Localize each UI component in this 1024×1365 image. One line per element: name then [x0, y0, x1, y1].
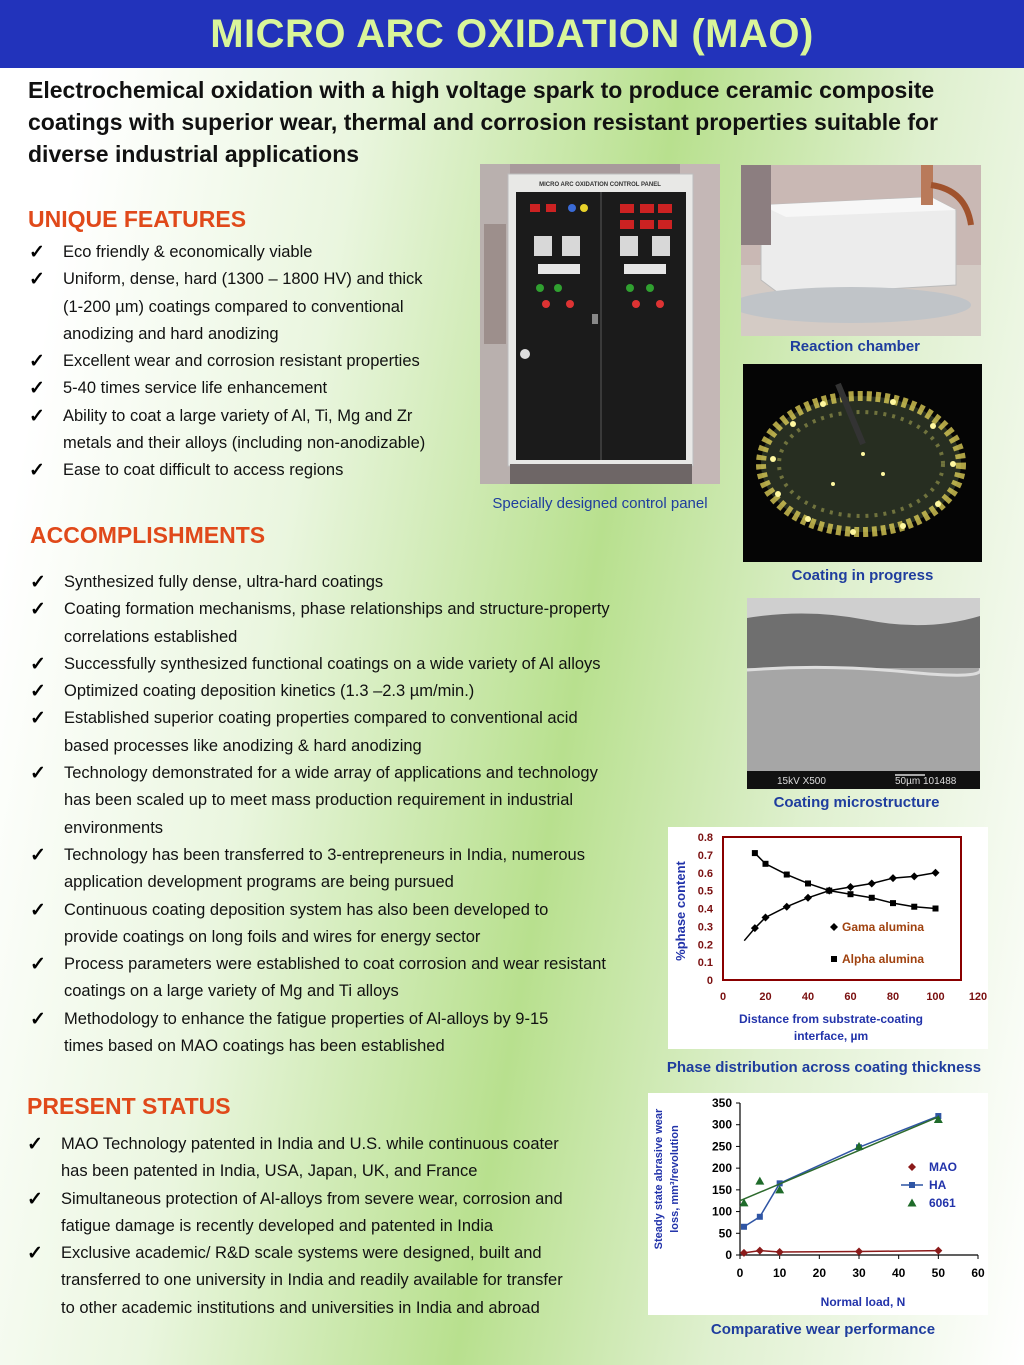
list-item-text: Methodology to enhance the fatigue properties of Al-alloys by 9-15 — [64, 1009, 549, 1028]
y-tick-label: 0.7 — [697, 849, 713, 862]
list-item-text: fatigue damage is recently developed and patented in India — [61, 1216, 494, 1235]
data-point — [911, 904, 917, 910]
x-tick-label: 80 — [886, 991, 900, 1003]
list-item-text: Established superior coating properties compared to conventional acid — [64, 709, 578, 728]
list-item-text: to other academic institutions and universities in India and abroad — [61, 1298, 540, 1317]
y-axis-label: Steady state abrasive wear — [653, 1108, 665, 1250]
data-point — [757, 1214, 763, 1220]
checkmark-icon: ✓ — [30, 599, 46, 621]
sem-scale-left: 15kV X500 — [777, 776, 826, 787]
data-point — [890, 900, 896, 906]
title-bar — [0, 0, 1024, 68]
sem-scale-right: 50µm 101488 — [895, 776, 957, 787]
list-item-text: 5-40 times service life enhancement — [63, 379, 328, 398]
list-item — [29, 266, 474, 348]
y-tick-label: 300 — [711, 1117, 732, 1132]
list-item — [27, 1186, 647, 1241]
microstructure-photo — [747, 598, 980, 789]
list-item-text: Excellent wear and corrosion resistant properties — [63, 352, 420, 371]
legend-label: MAO — [929, 1160, 957, 1174]
x-tick-label: 20 — [812, 1266, 827, 1280]
coating-progress-photo — [743, 364, 982, 562]
data-point — [783, 903, 791, 911]
y-tick-label: 0.8 — [697, 832, 713, 844]
checkmark-icon: ✓ — [30, 681, 46, 703]
list-item — [30, 842, 690, 897]
data-point — [869, 895, 875, 901]
y-tick-label: 50 — [718, 1226, 732, 1241]
data-point — [934, 1247, 942, 1255]
list-item — [30, 951, 690, 1006]
list-item — [30, 596, 690, 651]
wear-chart-container — [648, 1093, 988, 1315]
list-item-text: Simultaneous protection of Al-alloys from severe wear, corrosion and — [61, 1189, 563, 1208]
y-axis-label: loss, mm³/revolution — [669, 1125, 681, 1233]
list-item-text: Continuous coating deposition system has also been developed to — [64, 900, 549, 919]
legend-label: 6061 — [929, 1196, 956, 1210]
data-point — [804, 894, 812, 902]
list-item-text: correlations established — [64, 627, 238, 646]
checkmark-icon: ✓ — [27, 1134, 43, 1155]
checkmark-icon: ✓ — [30, 763, 46, 785]
list-item-text: has been scaled up to meet mass production requirement in industrial — [64, 791, 574, 810]
checkmark-icon: ✓ — [29, 405, 45, 427]
data-point — [763, 861, 769, 867]
data-point — [756, 1247, 764, 1255]
checkmark-icon: ✓ — [29, 460, 45, 482]
y-tick-label: 0 — [725, 1248, 732, 1262]
present-status-list — [27, 1131, 647, 1322]
list-item-text: Technology demonstrated for a wide array of applications and technology — [64, 764, 598, 783]
checkmark-icon: ✓ — [27, 1243, 43, 1265]
list-item-text: coatings on a large variety of Mg and Ti alloys — [64, 982, 399, 1001]
y-tick-label: 0.1 — [697, 957, 713, 970]
checkmark-icon: ✓ — [29, 242, 45, 263]
data-point — [933, 906, 939, 912]
series-line-mao — [744, 1251, 938, 1253]
list-item-text: Ease to coat difficult to access regions — [63, 461, 344, 480]
panel-title-text: MICRO ARC OXIDATION CONTROL PANEL — [539, 182, 661, 188]
list-item-text: has been patented in India, USA, Japan, UK, and France — [61, 1162, 478, 1181]
checkmark-icon: ✓ — [30, 572, 46, 593]
list-item — [29, 239, 474, 266]
y-tick-label: 0.5 — [697, 885, 713, 898]
data-point — [784, 872, 790, 878]
phase-chart-caption: Phase distribution across coating thickness — [666, 1059, 982, 1076]
reaction-chamber-caption: Reaction chamber — [789, 338, 921, 355]
list-item — [27, 1131, 647, 1186]
y-tick-label: 0.6 — [697, 867, 713, 880]
present-status-heading: PRESENT STATUS — [27, 1093, 231, 1119]
y-tick-label: 0.4 — [697, 903, 713, 916]
list-item — [30, 705, 690, 760]
data-point — [855, 1248, 863, 1256]
list-item-text: metals and their alloys (including non-anodizable) — [63, 434, 426, 453]
unique-features-list — [29, 239, 474, 485]
phase-chart-container — [668, 827, 988, 1049]
y-tick-label: 0.2 — [697, 939, 713, 952]
list-item-text: provide coatings on long foils and wires for energy sector — [64, 927, 481, 946]
x-tick-label: 100 — [926, 991, 945, 1003]
checkmark-icon: ✓ — [27, 1188, 43, 1210]
data-point — [848, 891, 854, 897]
control-panel-photo — [480, 164, 720, 484]
control-panel-caption: Specially designed control panel — [492, 495, 708, 512]
y-tick-label: 200 — [711, 1161, 732, 1176]
data-point — [847, 883, 855, 891]
data-point — [740, 1249, 748, 1257]
data-point — [752, 850, 758, 856]
list-item-text: application development programs are being pursued — [64, 873, 454, 892]
x-tick-label: 20 — [759, 991, 772, 1003]
accomplishments-list — [30, 569, 690, 1060]
list-item-text: Exclusive academic/ R&D scale systems were designed, built and — [61, 1244, 542, 1263]
phase-distribution-chart — [668, 827, 988, 1049]
unique-features-heading: UNIQUE FEATURES — [28, 206, 247, 232]
x-tick-label: 0 — [736, 1266, 744, 1280]
list-item-text: Successfully synthesized functional coatings on a wide variety of Al alloys — [64, 654, 601, 673]
list-item — [29, 348, 474, 375]
series-line-alpha-alumina — [755, 853, 936, 908]
legend-marker — [908, 1163, 916, 1171]
list-item-text: Optimized coating deposition kinetics (1.3 –2.3 µm/min.) — [64, 682, 475, 701]
checkmark-icon: ✓ — [30, 708, 46, 730]
y-tick-label: 0.3 — [697, 921, 713, 934]
data-point — [755, 1177, 764, 1185]
list-item-text: Eco friendly & economically viable — [63, 243, 313, 261]
list-item-text: (1-200 µm) coatings compared to conventional — [63, 297, 404, 316]
legend-marker — [830, 923, 838, 931]
x-tick-label: 40 — [891, 1266, 906, 1280]
data-point — [741, 1224, 747, 1230]
x-tick-label: 10 — [772, 1266, 787, 1280]
list-item-text: anodizing and hard anodizing — [63, 324, 279, 343]
checkmark-icon: ✓ — [30, 844, 46, 866]
list-item-text: MAO Technology patented in India and U.S. while continuous coater — [61, 1135, 559, 1153]
y-tick-label: 0 — [706, 975, 713, 987]
y-tick-label: 100 — [711, 1204, 732, 1219]
legend-marker — [909, 1182, 915, 1188]
list-item-text: environments — [64, 818, 164, 837]
checkmark-icon: ✓ — [29, 378, 45, 400]
list-item-text: Uniform, dense, hard (1300 – 1800 HV) and thick — [63, 270, 423, 289]
checkmark-icon: ✓ — [30, 1008, 46, 1030]
data-point — [868, 879, 876, 887]
x-axis-label: Distance from substrate-coating — [738, 1012, 924, 1026]
data-point — [932, 869, 940, 877]
list-item — [30, 760, 690, 842]
series-line-ha — [744, 1116, 938, 1227]
list-item-text: Ability to coat a large variety of Al, Ti, Mg and Zr — [63, 406, 413, 425]
legend-label: Alpha alumina — [842, 952, 925, 966]
list-item — [30, 1006, 690, 1061]
legend-label: HA — [929, 1178, 947, 1192]
list-item — [29, 457, 474, 484]
list-item — [30, 678, 690, 705]
list-item-text: based processes like anodizing & hard anodizing — [64, 736, 422, 755]
y-tick-label: 350 — [711, 1096, 732, 1110]
list-item-text: Coating formation mechanisms, phase relationships and structure-property — [64, 600, 610, 619]
accomplishments-heading: ACCOMPLISHMENTS — [30, 522, 266, 548]
x-tick-label: 0 — [719, 991, 727, 1003]
y-tick-label: 250 — [711, 1139, 732, 1154]
data-point — [805, 880, 811, 886]
list-item-text: times based on MAO coatings has been established — [64, 1037, 445, 1056]
x-axis-label: Normal load, N — [820, 1295, 906, 1309]
list-item — [27, 1240, 647, 1322]
list-item — [29, 403, 474, 458]
checkmark-icon: ✓ — [29, 269, 45, 291]
legend-marker — [831, 956, 837, 962]
x-axis-label: interface, µm — [793, 1029, 869, 1043]
checkmark-icon: ✓ — [29, 351, 45, 373]
intro-text: Electrochemical oxidation with a high voltage spark to produce ceramic composite coatings with superior wear, thermal and corrosion resistant properties suitable for diverse industrial applications — [28, 77, 938, 167]
list-item — [30, 569, 690, 596]
reaction-chamber-photo — [741, 165, 981, 336]
x-tick-label: 30 — [852, 1266, 866, 1280]
wear-chart-caption: Comparative wear performance — [710, 1321, 936, 1338]
y-axis-label: %phase content — [673, 861, 688, 961]
x-tick-label: 60 — [971, 1266, 985, 1280]
list-item — [29, 375, 474, 402]
x-tick-label: 120 — [968, 991, 988, 1003]
y-tick-label: 150 — [711, 1182, 732, 1197]
list-item-text: Process parameters were established to coat corrosion and wear resistant — [64, 955, 607, 974]
list-item — [30, 651, 690, 678]
list-item — [30, 897, 690, 952]
checkmark-icon: ✓ — [30, 653, 46, 675]
data-point — [910, 872, 918, 880]
legend-label: Gama alumina — [842, 920, 925, 934]
checkmark-icon: ✓ — [30, 954, 46, 976]
list-item-text: transferred to one university in India and readily available for transfer — [61, 1271, 563, 1290]
coating-progress-caption: Coating in progress — [791, 567, 934, 584]
legend-marker — [908, 1199, 917, 1207]
data-point — [826, 888, 832, 894]
list-item-text: Synthesized fully dense, ultra-hard coatings — [64, 573, 384, 591]
series-line-6061 — [740, 1117, 938, 1201]
data-point — [889, 874, 897, 882]
checkmark-icon: ✓ — [30, 899, 46, 921]
x-tick-label: 40 — [801, 991, 815, 1003]
page-title: MICRO ARC OXIDATION (MAO) — [210, 11, 814, 56]
list-item-text: Technology has been transferred to 3-entrepreneurs in India, numerous — [64, 845, 585, 864]
x-tick-label: 60 — [844, 991, 857, 1003]
x-tick-label: 50 — [931, 1266, 946, 1280]
wear-performance-chart — [648, 1093, 988, 1315]
microstructure-caption: Coating microstructure — [773, 794, 940, 811]
